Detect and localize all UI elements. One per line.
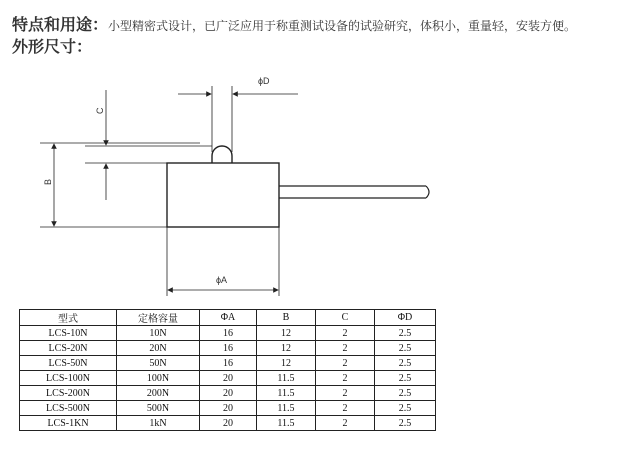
header-phi-a: ΦA bbox=[200, 310, 257, 326]
cell-capacity: 50N bbox=[117, 356, 200, 371]
cell-b: 12 bbox=[257, 341, 316, 356]
cell-phi-d: 2.5 bbox=[375, 371, 436, 386]
header-phi-d: ΦD bbox=[375, 310, 436, 326]
cell-model: LCS-100N bbox=[20, 371, 117, 386]
spec-table bbox=[19, 309, 436, 431]
cell-model: LCS-20N bbox=[20, 341, 117, 356]
cell-b: 11.5 bbox=[257, 371, 316, 386]
cell-c: 2 bbox=[316, 326, 375, 341]
cell-phi-a: 16 bbox=[200, 326, 257, 341]
features-description: 小型精密式设计，已广泛应用于称重测试设备的试验研究，体积小，重量轻，安装方便。 bbox=[108, 19, 577, 33]
cell-phi-d: 2.5 bbox=[375, 326, 436, 341]
cell-phi-a: 20 bbox=[200, 371, 257, 386]
sensor-body bbox=[167, 163, 279, 227]
cell-c: 2 bbox=[316, 341, 375, 356]
table-row bbox=[20, 341, 436, 356]
cell-phi-d: 2.5 bbox=[375, 341, 436, 356]
phi-a-label: ϕA bbox=[216, 275, 228, 285]
cell-capacity: 500N bbox=[117, 401, 200, 416]
cell-phi-a: 20 bbox=[200, 416, 257, 431]
cell-phi-a: 20 bbox=[200, 401, 257, 416]
cell-phi-d: 2.5 bbox=[375, 401, 436, 416]
cell-phi-a: 16 bbox=[200, 341, 257, 356]
table-row bbox=[20, 386, 436, 401]
table-header-row bbox=[20, 310, 436, 326]
cell-c: 2 bbox=[316, 401, 375, 416]
c-label: C bbox=[95, 107, 105, 114]
cell-model: LCS-200N bbox=[20, 386, 117, 401]
header-model: 型式 bbox=[20, 310, 117, 326]
cell-phi-d: 2.5 bbox=[375, 416, 436, 431]
cell-b: 11.5 bbox=[257, 401, 316, 416]
cell-c: 2 bbox=[316, 371, 375, 386]
table-row bbox=[20, 371, 436, 386]
b-label: B bbox=[43, 178, 53, 185]
dimensions-heading: 外形尺寸： bbox=[12, 37, 93, 56]
cell-c: 2 bbox=[316, 416, 375, 431]
table-row bbox=[20, 326, 436, 341]
cell-capacity: 20N bbox=[117, 341, 200, 356]
table-row bbox=[20, 401, 436, 416]
cell-phi-d: 2.5 bbox=[375, 356, 436, 371]
cell-b: 12 bbox=[257, 326, 316, 341]
cell-phi-a: 16 bbox=[200, 356, 257, 371]
cell-c: 2 bbox=[316, 356, 375, 371]
features-heading: 特点和用途： bbox=[12, 15, 109, 34]
header-capacity: 定格容量 bbox=[117, 310, 200, 326]
cell-c: 2 bbox=[316, 386, 375, 401]
sensor-cable bbox=[279, 186, 429, 198]
cell-capacity: 100N bbox=[117, 371, 200, 386]
cell-model: LCS-500N bbox=[20, 401, 117, 416]
cell-phi-a: 20 bbox=[200, 386, 257, 401]
cell-capacity: 10N bbox=[117, 326, 200, 341]
header-c: C bbox=[316, 310, 375, 326]
cell-model: LCS-50N bbox=[20, 356, 117, 371]
header-b: B bbox=[257, 310, 316, 326]
cell-model: LCS-10N bbox=[20, 326, 117, 341]
cell-capacity: 200N bbox=[117, 386, 200, 401]
table-row bbox=[20, 416, 436, 431]
sensor-button bbox=[212, 146, 232, 163]
cell-capacity: 1kN bbox=[117, 416, 200, 431]
cell-b: 11.5 bbox=[257, 386, 316, 401]
cell-b: 11.5 bbox=[257, 416, 316, 431]
cell-model: LCS-1KN bbox=[20, 416, 117, 431]
table-row bbox=[20, 356, 436, 371]
phi-d-label: ϕD bbox=[258, 76, 270, 86]
cell-phi-d: 2.5 bbox=[375, 386, 436, 401]
cell-b: 12 bbox=[257, 356, 316, 371]
